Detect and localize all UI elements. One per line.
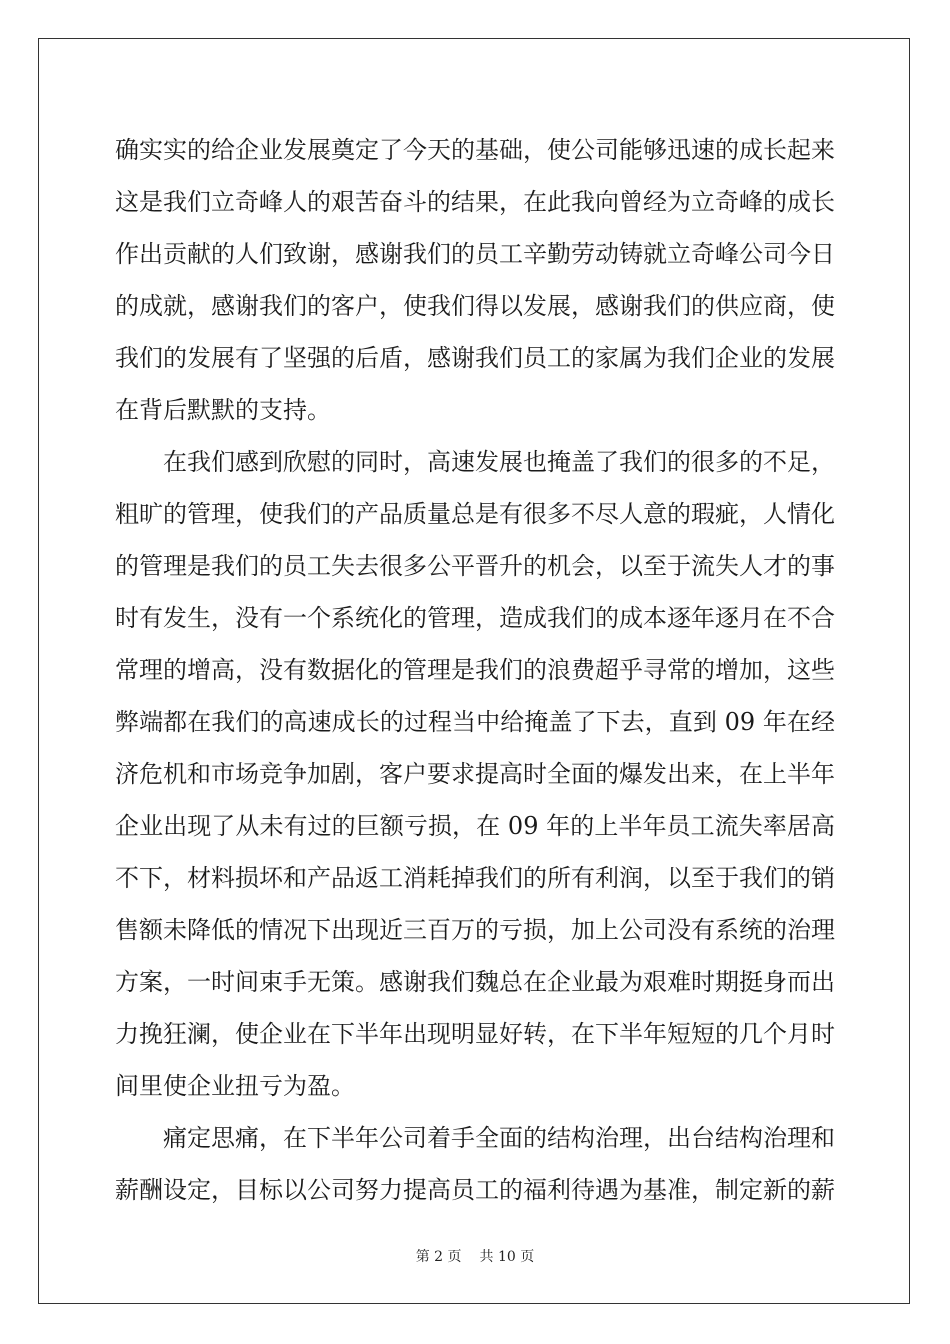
text-line: 确实实的给企业发展奠定了今天的基础，使公司能够迅速的成长起来 <box>115 136 835 164</box>
text-line: 力挽狂澜，使企业在下半年出现明显好转，在下半年短短的几个月时 <box>115 1020 835 1048</box>
text-line: 售额未降低的情况下出现近三百万的亏损，加上公司没有系统的治理 <box>115 916 835 944</box>
text-line: 在我们感到欣慰的同时，高速发展也掩盖了我们的很多的不足， <box>163 448 835 476</box>
text-line: 粗旷的管理，使我们的产品质量总是有很多不尽人意的瑕疵，人情化 <box>115 500 835 528</box>
text-line: 弊端都在我们的高速成长的过程当中给掩盖了下去，直到 09 年在经 <box>115 708 835 736</box>
text-line: 企业出现了从未有过的巨额亏损，在 09 年的上半年员工流失率居高 <box>115 812 835 840</box>
document-body <box>115 124 835 1216</box>
text-line: 在背后默默的支持。 <box>115 396 331 424</box>
text-line: 的管理是我们的员工失去很多公平晋升的机会，以至于流失人才的事 <box>115 552 835 580</box>
text-line: 作出贡献的人们致谢，感谢我们的员工辛勤劳动铸就立奇峰公司今日 <box>115 240 835 268</box>
text-line: 间里使企业扭亏为盈。 <box>115 1072 355 1100</box>
text-line: 的成就，感谢我们的客户，使我们得以发展，感谢我们的供应商，使 <box>115 292 835 320</box>
page-number: 第 2 页 <box>415 1249 462 1265</box>
text-line: 方案，一时间束手无策。感谢我们魏总在企业最为艰难时期挺身而出 <box>115 968 835 996</box>
text-line: 这是我们立奇峰人的艰苦奋斗的结果，在此我向曾经为立奇峰的成长 <box>115 188 835 216</box>
text-line: 时有发生，没有一个系统化的管理，造成我们的成本逐年逐月在不合 <box>115 604 835 632</box>
page-footer <box>0 1247 950 1267</box>
text-line: 不下，材料损坏和产品返工消耗掉我们的所有利润，以至于我们的销 <box>115 864 835 892</box>
text-line: 薪酬设定，目标以公司努力提高员工的福利待遇为基准，制定新的薪 <box>115 1176 835 1204</box>
text-line: 痛定思痛，在下半年公司着手全面的结构治理，出台结构治理和 <box>163 1124 835 1152</box>
page-total: 共 10 页 <box>479 1249 535 1265</box>
text-line: 济危机和市场竞争加剧，客户要求提高时全面的爆发出来，在上半年 <box>115 760 835 788</box>
text-line: 我们的发展有了坚强的后盾，感谢我们员工的家属为我们企业的发展 <box>115 344 835 372</box>
text-line: 常理的增高，没有数据化的管理是我们的浪费超乎寻常的增加，这些 <box>115 656 835 684</box>
